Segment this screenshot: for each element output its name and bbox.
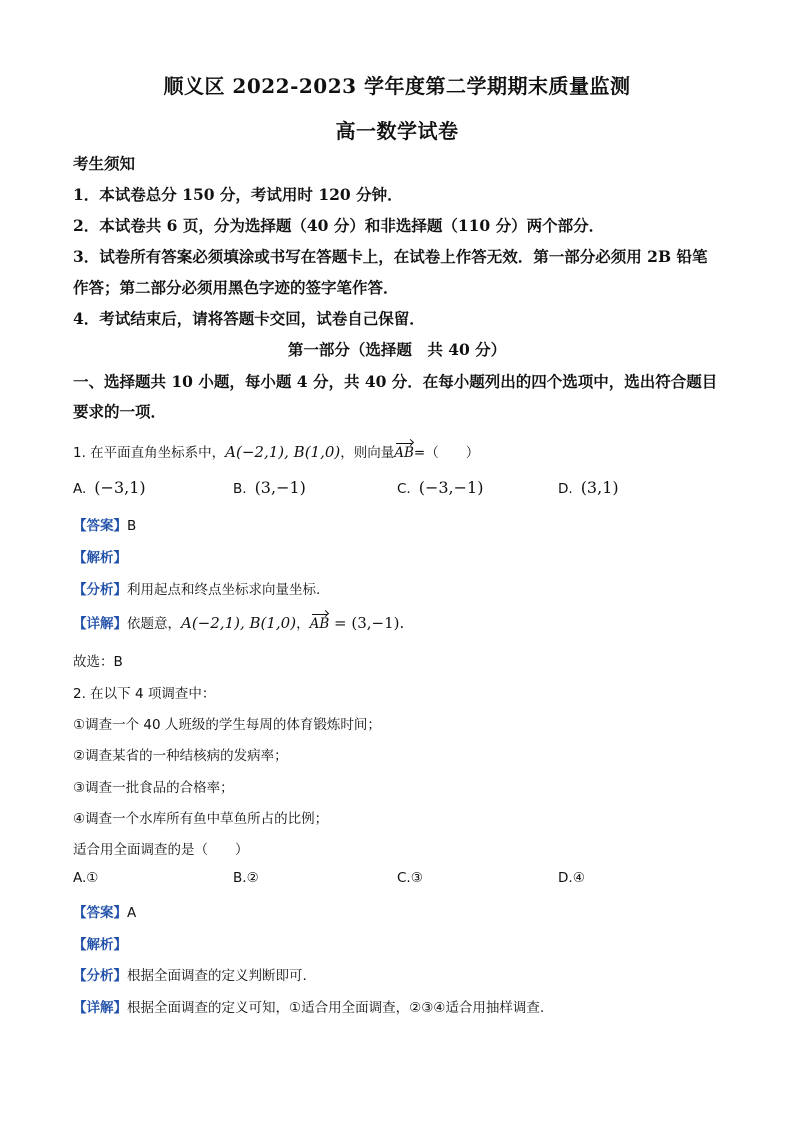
exam-title: 顺义区 2022-2023 学年度第二学期期末质量监测 bbox=[163, 74, 631, 98]
option-b bbox=[233, 870, 259, 886]
detail-tag: 【详解】 bbox=[73, 616, 127, 632]
notice-item: 4．考试结束后，请将答题卡交回，试卷自己保留． bbox=[73, 309, 425, 328]
fenxi-text: 利用起点和终点坐标求向量坐标. bbox=[127, 582, 321, 598]
fenxi-tag: 【分析】 bbox=[73, 968, 127, 984]
notice-item: 3．试卷所有答案必须填涂或书写在答题卡上，在试卷上作答无效．第一部分必须用 2B 铅笔 bbox=[73, 247, 708, 266]
q1-conclusion: 故选：B bbox=[73, 654, 123, 670]
question-1-stem bbox=[73, 441, 724, 461]
option-label: A. bbox=[73, 870, 87, 886]
answer-value: A bbox=[127, 905, 137, 921]
answer-tag: 【答案】 bbox=[73, 905, 127, 921]
option-b bbox=[233, 478, 306, 497]
option-value: ③ bbox=[410, 870, 423, 886]
q1-stem-points: A(−2,1), B(1,0) bbox=[225, 443, 341, 461]
vector-ab: AB bbox=[309, 616, 330, 632]
option-value: (3,1) bbox=[580, 478, 619, 497]
notice-item: 2．本试卷共 6 页，分为选择题（40 分）和非选择题（110 分）两个部分． bbox=[73, 216, 605, 235]
option-value: (−3,−1) bbox=[418, 478, 484, 497]
option-c bbox=[397, 478, 483, 497]
option-value: (3,−1) bbox=[254, 478, 306, 497]
option-value: ① bbox=[86, 870, 99, 886]
detail-mid: ， bbox=[296, 616, 310, 632]
q1-analysis bbox=[73, 546, 724, 566]
option-label: C. bbox=[397, 870, 411, 886]
option-a bbox=[73, 478, 146, 497]
detail-prefix: 依题意， bbox=[127, 616, 181, 632]
q2-question: 适合用全面调查的是（ ） bbox=[73, 842, 249, 858]
q1-stem-prefix: 1. 在平面直角坐标系中， bbox=[73, 445, 226, 461]
q2-item: ④调查一个水库所有鱼中草鱼所占的比例； bbox=[73, 811, 329, 827]
part1-heading: 第一部分（选择题 共 40 分） bbox=[287, 340, 507, 359]
option-label: D. bbox=[558, 481, 573, 497]
option-label: C. bbox=[397, 481, 411, 497]
detail-text: 根据全面调查的定义可知，①适合用全面调查，②③④适合用抽样调查. bbox=[127, 1000, 545, 1016]
q1-stem-suffix: =（ ） bbox=[413, 445, 480, 461]
option-value: (−3,1) bbox=[94, 478, 146, 497]
q1-answer bbox=[73, 514, 724, 534]
fenxi-tag: 【分析】 bbox=[73, 582, 127, 598]
detail-result: = (3,−1). bbox=[329, 614, 405, 632]
analysis-tag: 【解析】 bbox=[73, 937, 127, 953]
detail-tag: 【详解】 bbox=[73, 1000, 127, 1016]
option-label: D. bbox=[558, 870, 573, 886]
notice-heading: 考生须知 bbox=[73, 154, 136, 173]
q1-detail bbox=[73, 612, 724, 632]
q2-answer bbox=[73, 901, 724, 921]
option-d bbox=[558, 478, 619, 497]
option-label: B. bbox=[233, 870, 247, 886]
q1-fenxi bbox=[73, 578, 724, 598]
option-value: ④ bbox=[572, 870, 585, 886]
answer-tag: 【答案】 bbox=[73, 518, 127, 534]
answer-value: B bbox=[127, 518, 137, 534]
q2-item: ①调查一个 40 人班级的学生每周的体育锻炼时间； bbox=[73, 717, 381, 733]
notice-item: 1．本试卷总分 150 分，考试用时 120 分钟． bbox=[73, 185, 403, 204]
q2-fenxi bbox=[73, 964, 724, 984]
option-a bbox=[73, 870, 98, 886]
q2-detail bbox=[73, 996, 724, 1016]
notice-item: 作答；第二部分必须用黑色字迹的签字笔作答． bbox=[73, 278, 399, 297]
option-label: A. bbox=[73, 481, 87, 497]
q2-item: ②调查某省的一种结核病的发病率； bbox=[73, 748, 288, 764]
fenxi-text: 根据全面调查的定义判断即可. bbox=[127, 968, 307, 984]
option-d bbox=[558, 870, 585, 886]
q1-stem-mid: ，则向量 bbox=[340, 445, 395, 461]
option-label: B. bbox=[233, 481, 247, 497]
part1-intro: 要求的一项． bbox=[73, 402, 167, 421]
part1-intro: 一、选择题共 10 小题，每小题 4 分，共 40 分．在每小题列出的四个选项中，选出符合题目 bbox=[73, 372, 718, 391]
q2-analysis bbox=[73, 933, 724, 953]
q2-item: ③调查一批食品的合格率； bbox=[73, 780, 234, 796]
option-c bbox=[397, 870, 423, 886]
analysis-tag: 【解析】 bbox=[73, 550, 127, 566]
exam-subtitle: 高一数学试卷 bbox=[335, 119, 459, 143]
vector-ab: AB bbox=[394, 445, 414, 461]
detail-points: A(−2,1), B(1,0) bbox=[181, 614, 297, 632]
question-2-stem: 2. 在以下 4 项调查中： bbox=[73, 686, 216, 702]
option-value: ② bbox=[246, 870, 259, 886]
